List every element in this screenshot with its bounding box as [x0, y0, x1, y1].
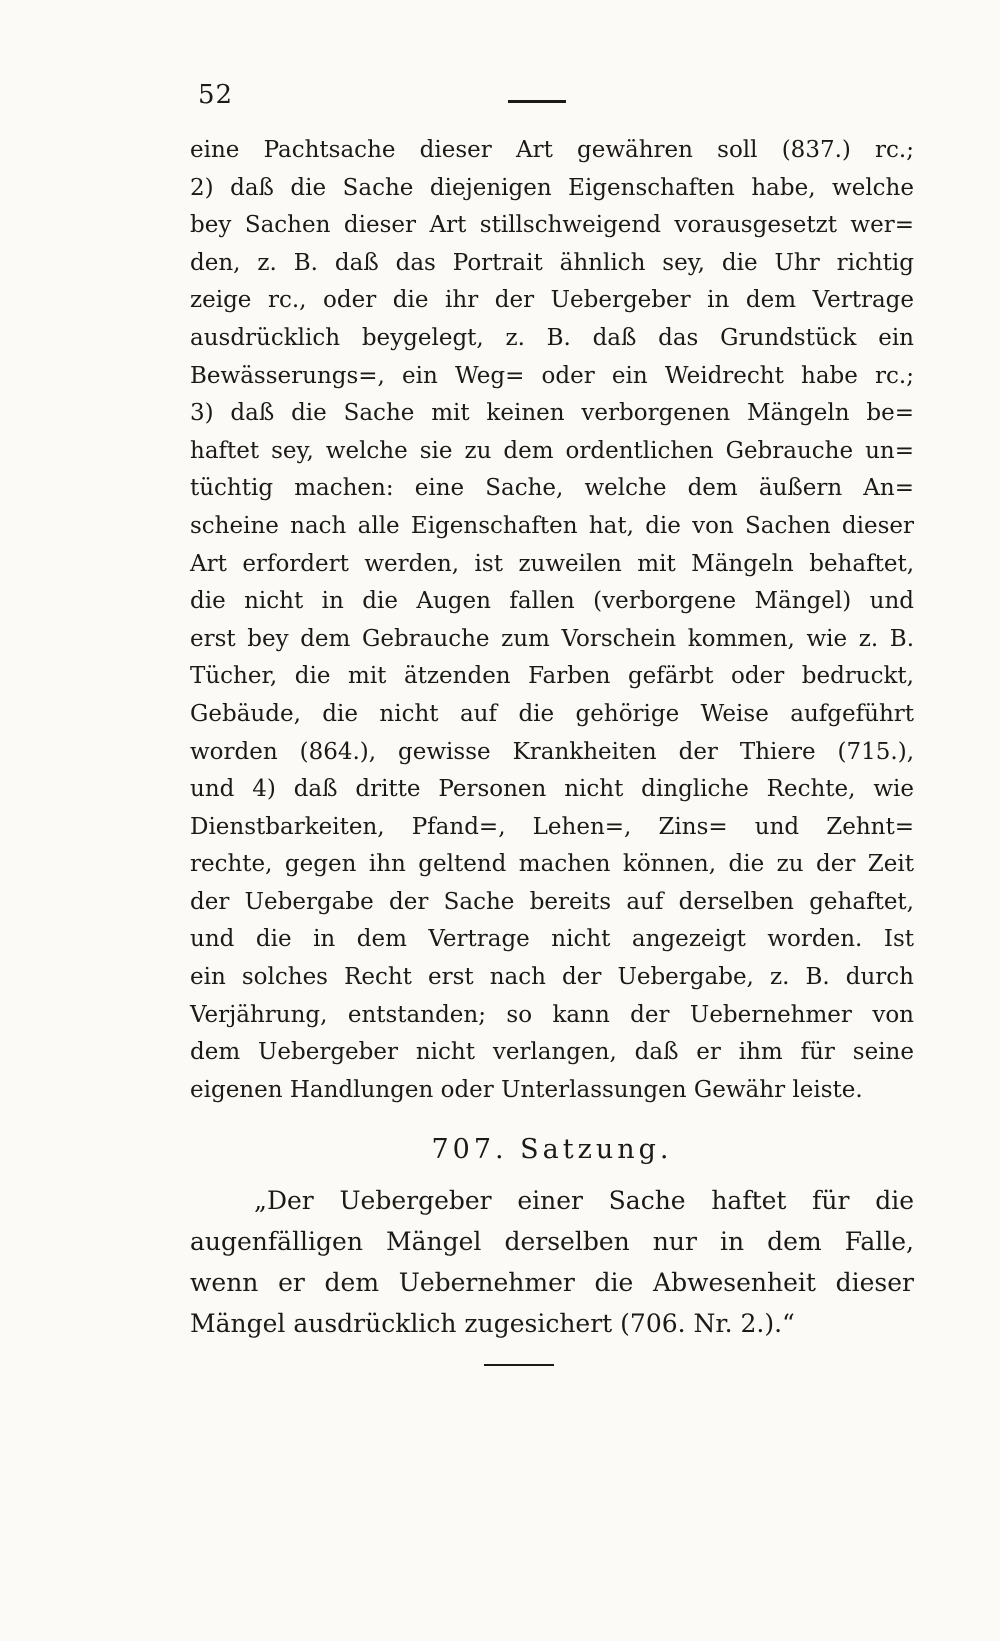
text-line: Tücher, die mit ätzenden Farben gefärbt oder bedruckt, — [190, 663, 914, 690]
text-line: rechte, gegen ihn geltend machen können, die zu der Zeit — [190, 851, 914, 878]
quoted-statute — [190, 1180, 914, 1344]
quote-line: Mängel ausdrücklich zugesichert (706. Nr. 2.).“ — [190, 1309, 795, 1338]
text-line: tüchtig machen: eine Sache, welche dem äußern An= — [190, 475, 914, 502]
text-line: und 4) daß dritte Personen nicht dingliche Rechte, wie — [190, 776, 914, 803]
text-line: ein solches Recht erst nach der Uebergabe, z. B. durch — [190, 964, 914, 991]
text-line: der Uebergabe der Sache bereits auf derselben gehaftet, — [190, 888, 914, 915]
text-line: bey Sachen dieser Art stillschweigend vorausgesetzt wer= — [190, 212, 914, 239]
text-line: Dienstbarkeiten, Pfand=, Lehen=, Zins= und Zehnt= — [190, 813, 914, 840]
text-line: eigenen Handlungen oder Unterlassungen Gewähr leiste. — [190, 1076, 863, 1103]
text-line: und die in dem Vertrage nicht angezeigt worden. Ist — [190, 926, 914, 953]
text-line: Verjährung, entstanden; so kann der Uebernehmer von — [190, 1001, 914, 1028]
page-header — [190, 80, 910, 120]
page-number: 52 — [198, 80, 234, 110]
text-line: scheine nach alle Eigenschaften hat, die von Sachen dieser — [190, 512, 914, 539]
text-line: Bewässerungs=, ein Weg= oder ein Weidrecht habe rc.; — [190, 362, 914, 389]
text-line: erst bey dem Gebrauche zum Vorschein kommen, wie z. B. — [190, 625, 914, 652]
text-line: eine Pachtsache dieser Art gewähren soll (837.) rc.; — [190, 137, 914, 163]
text-line: worden (864.), gewisse Krankheiten der Thiere (715.), — [190, 738, 914, 765]
text-line: 3) daß die Sache mit keinen verborgenen Mängeln be= — [190, 400, 914, 427]
closing-rule — [484, 1364, 554, 1366]
text-line: den, z. B. daß das Portrait ähnlich sey, die Uhr richtig — [190, 249, 914, 276]
text-line: dem Uebergeber nicht verlangen, daß er ihm für seine — [190, 1039, 914, 1066]
quote-line: wenn er dem Uebernehmer die Abwesenheit dieser — [190, 1268, 914, 1297]
text-line: die nicht in die Augen fallen (verborgene Mängel) und — [190, 588, 914, 615]
text-line: Gebäude, die nicht auf die gehörige Weise aufgeführt — [190, 700, 914, 727]
quote-line: „Der Uebergeber einer Sache haftet für die — [254, 1186, 914, 1215]
body-text — [190, 132, 914, 1109]
text-line: Art erfordert werden, ist zuweilen mit Mängeln behaftet, — [190, 550, 914, 577]
text-line: haftet sey, welche sie zu dem ordentlichen Gebrauche un= — [190, 437, 914, 464]
text-line: ausdrücklich beygelegt, z. B. daß das Grundstück ein — [190, 324, 914, 351]
quote-line: augenfälligen Mängel derselben nur in dem Falle, — [190, 1227, 914, 1256]
section-heading: 707. Satzung. — [431, 1134, 673, 1165]
text-line: 2) daß die Sache diejenigen Eigenschaften habe, welche — [190, 174, 914, 201]
text-line: zeige rc., oder die ihr der Uebergeber in dem Vertrage — [190, 287, 914, 314]
header-rule — [508, 100, 566, 103]
